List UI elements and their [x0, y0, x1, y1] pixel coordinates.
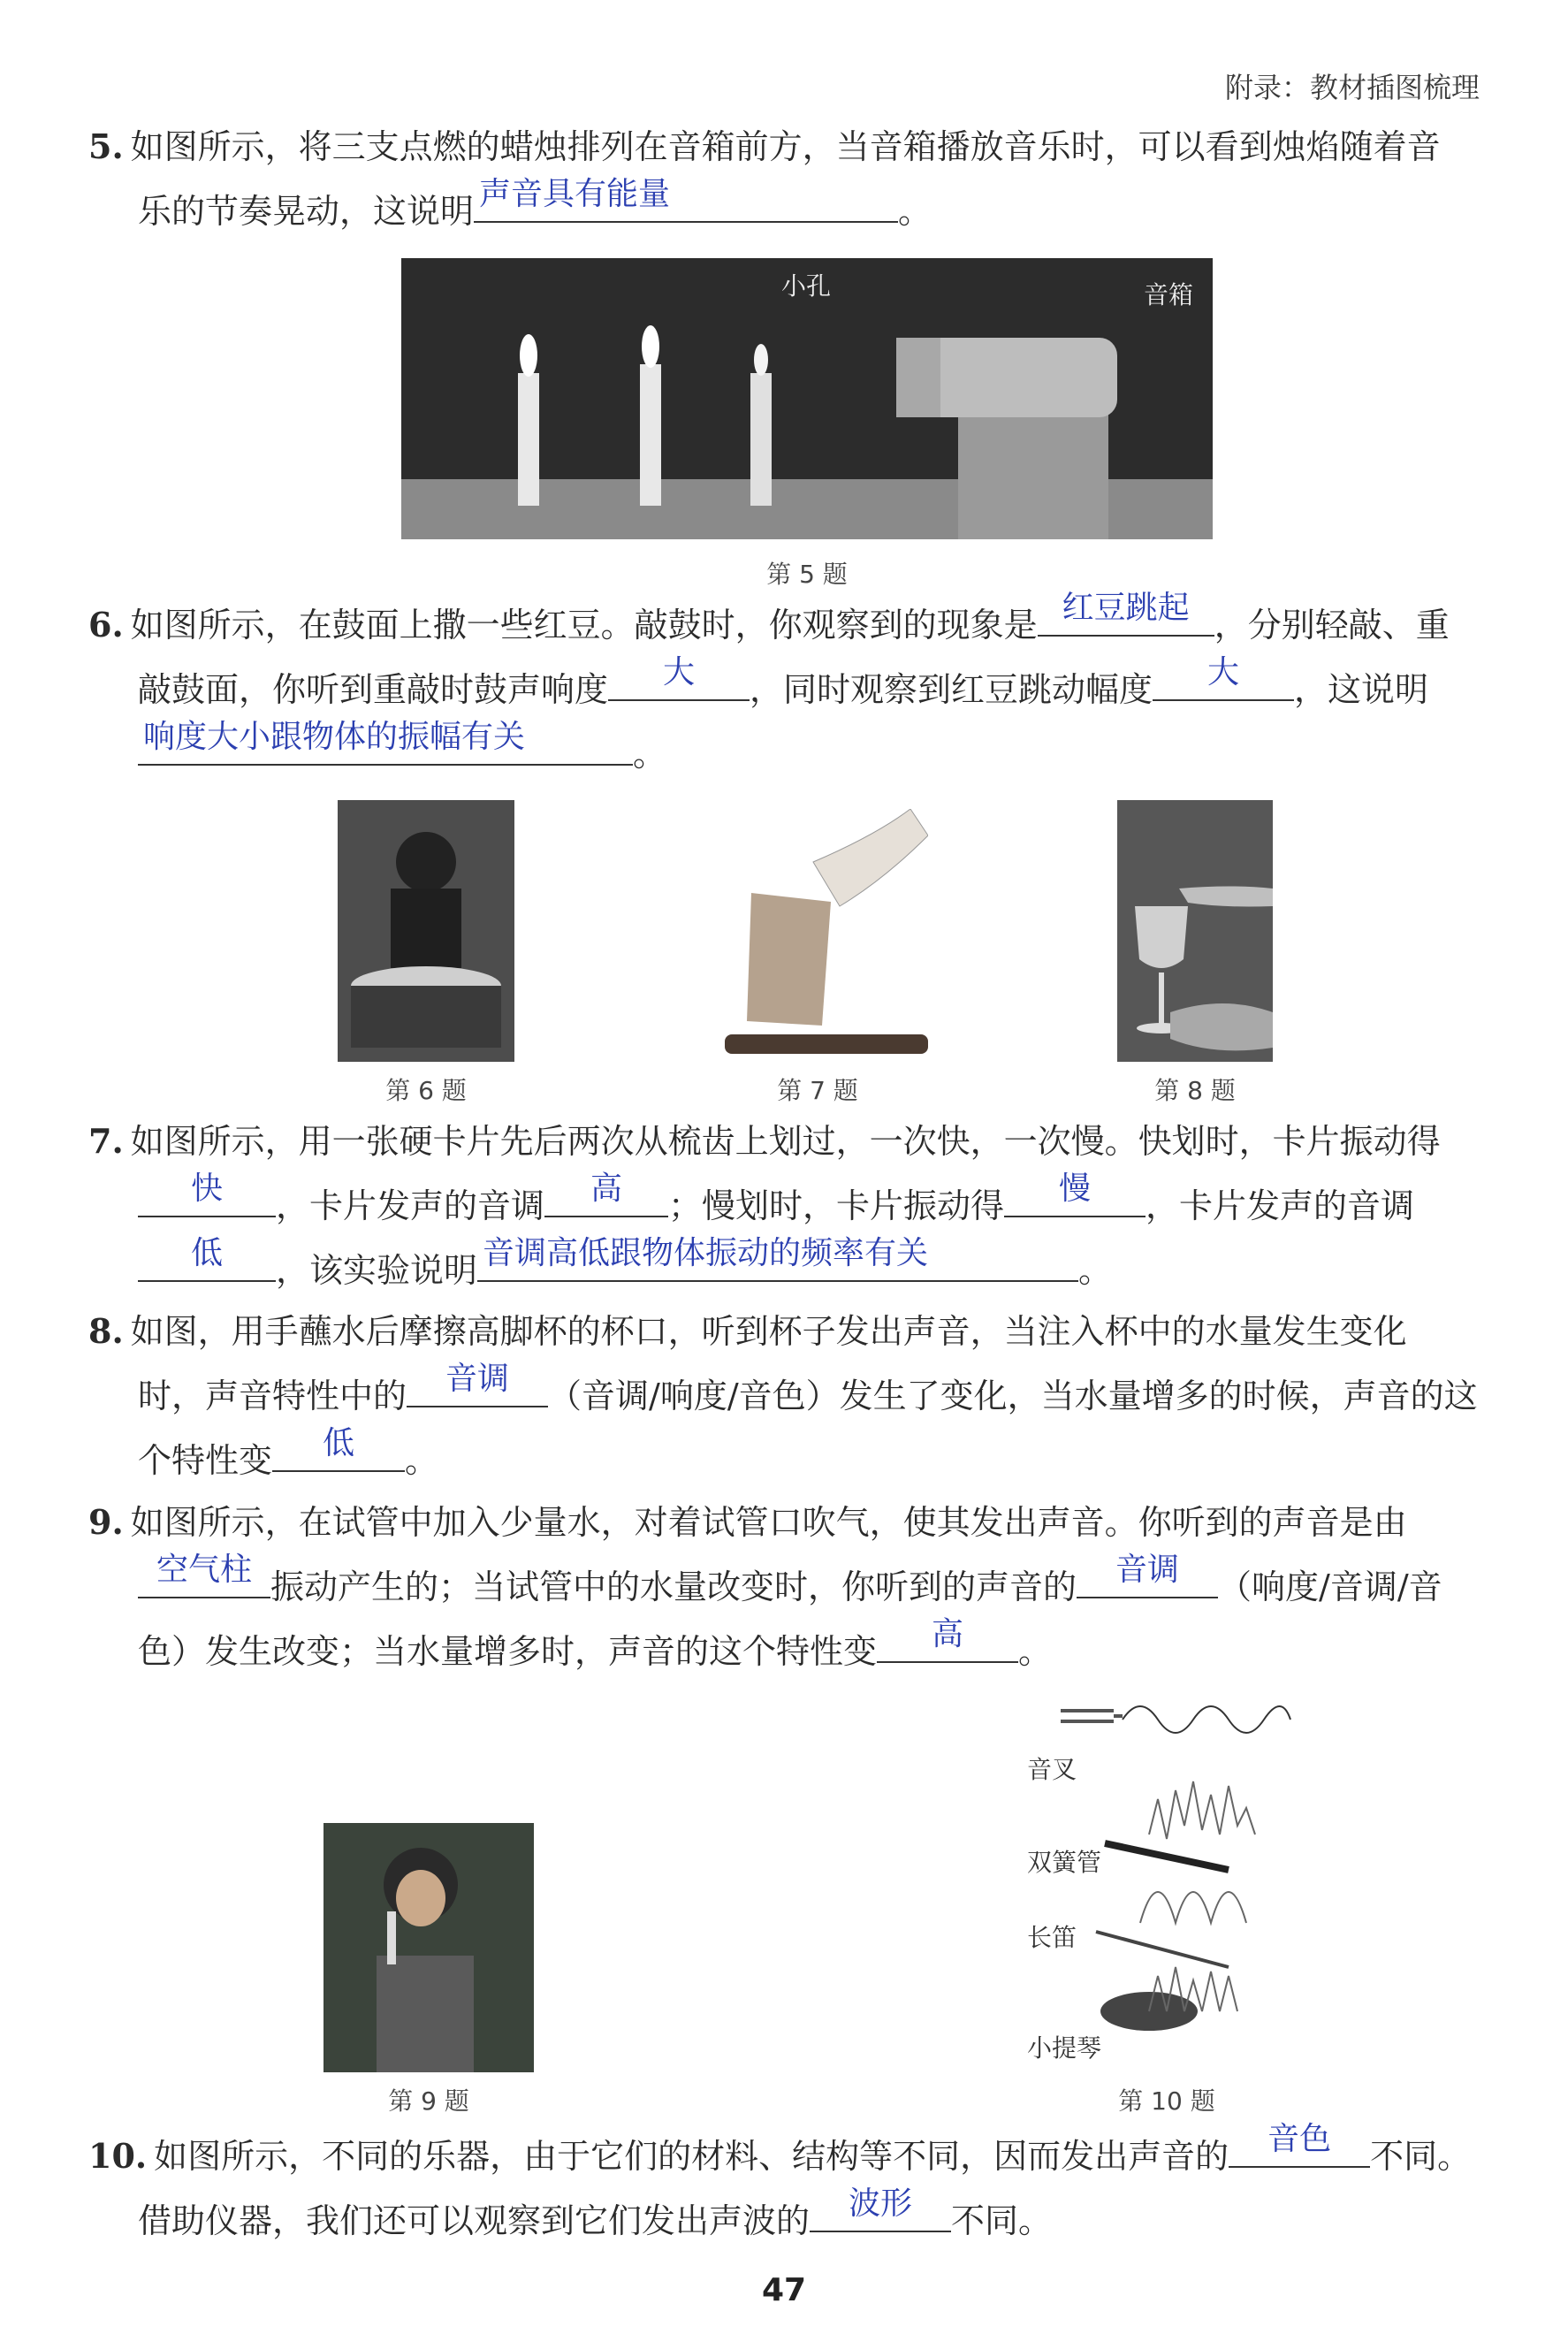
question-text: 敲鼓面，你听到重敲时鼓声响度 [138, 670, 609, 709]
label-violin: 小提琴 [1027, 2033, 1102, 2063]
wine-glass-illustration [1117, 800, 1273, 1062]
question-number: 6. [88, 605, 124, 645]
label-hole: 小孔 [781, 271, 832, 301]
question-text: （响度/音调/音 [1218, 1567, 1442, 1606]
figure-girl-test-tube [323, 1823, 534, 2072]
handwritten-answer: 高 [590, 1171, 623, 1207]
handwritten-answer: 大 [1207, 654, 1240, 690]
handwritten-answer: 音调 [445, 1361, 510, 1397]
answer-blank[interactable] [608, 654, 750, 701]
question-text: ，卡片发声的音调 [276, 1186, 545, 1225]
answer-blank[interactable] [477, 1235, 1078, 1282]
question-text: ，卡片发声的音调 [1146, 1186, 1415, 1225]
question-text: 如图所示，用一张硬卡片先后两次从梳齿上划过，一次快，一次慢。快划时，卡片振动得 [130, 1122, 1441, 1161]
answer-blank[interactable] [1077, 1554, 1218, 1598]
answer-blank[interactable] [810, 2185, 951, 2232]
question-7 [88, 1110, 1485, 1302]
question-5 [88, 115, 1485, 243]
figure-caption: 第 10 题 [1118, 2086, 1215, 2116]
answer-blank[interactable] [1153, 654, 1294, 701]
answer-blank[interactable] [138, 1235, 276, 1282]
handwritten-answer: 音调高低跟物体振动的频率有关 [483, 1235, 929, 1271]
punctuation: 。 [898, 192, 932, 231]
question-text: ，分别轻敲、重 [1214, 606, 1450, 645]
answer-blank[interactable] [272, 1425, 405, 1472]
answer-blank[interactable] [138, 1554, 270, 1598]
figure-candles-speaker [401, 258, 1213, 539]
answer-blank[interactable] [474, 176, 898, 223]
label-flute: 长笛 [1027, 1923, 1077, 1952]
handwritten-answer: 响度大小跟物体的振幅有关 [143, 719, 526, 755]
question-text: 如图所示，将三支点燃的蜡烛排列在音箱前方，当音箱播放音乐时，可以看到烛焰随着音 [130, 127, 1441, 166]
handwritten-answer: 低 [190, 1235, 223, 1271]
drum-illustration [338, 800, 514, 1062]
handwritten-answer: 声音具有能量 [479, 176, 671, 212]
question-text: 色）发生改变；当水量增多时，声音的这个特性变 [138, 1632, 878, 1671]
figure-wine-glass [1117, 800, 1273, 1062]
handwritten-answer: 空气柱 [156, 1552, 252, 1588]
question-number: 8. [88, 1311, 124, 1351]
question-6 [88, 592, 1485, 786]
handwritten-answer: 快 [190, 1171, 223, 1207]
handwritten-answer: 音调 [1115, 1552, 1180, 1588]
page-number: 47 [761, 2272, 807, 2308]
question-text: 如图所示，在试管中加入少量水，对着试管口吹气，使其发出声音。你听到的声音是由 [130, 1503, 1407, 1542]
question-text: 如图所示，在鼓面上撒一些红豆。敲鼓时，你观察到的现象是 [130, 606, 1038, 645]
question-number: 9. [88, 1502, 124, 1542]
answer-blank[interactable] [1038, 592, 1214, 637]
punctuation: 。 [405, 1441, 439, 1480]
punctuation: 。 [1078, 1251, 1113, 1290]
question-text: 个特性变 [138, 1441, 273, 1480]
question-text: （音调/响度/音色）发生了变化，当水量增多的时候，声音的这 [548, 1377, 1478, 1415]
question-text: 时，声音特性中的 [138, 1377, 407, 1415]
answer-blank[interactable] [138, 1173, 276, 1217]
figure-caption: 第 5 题 [766, 560, 848, 589]
answer-blank[interactable] [1229, 2121, 1370, 2168]
label-tuning-fork: 音叉 [1027, 1755, 1077, 1784]
handwritten-answer: 大 [663, 654, 696, 690]
figure-card-comb [698, 809, 928, 1056]
answer-blank[interactable] [138, 721, 633, 766]
answer-blank[interactable] [407, 1363, 548, 1407]
question-number: 10. [88, 2136, 148, 2176]
handwritten-answer: 高 [932, 1616, 964, 1652]
question-text: ，这说明 [1294, 670, 1429, 709]
punctuation: 。 [633, 735, 667, 774]
page-header: 附录：教材插图梳理 [1224, 71, 1480, 104]
question-text: 如图所示，不同的乐器，由于它们的材料、结构等不同，因而发出声音的 [154, 2137, 1229, 2176]
question-9 [88, 1491, 1485, 1683]
figure-caption: 第 7 题 [777, 1076, 858, 1105]
question-text: 借助仪器，我们还可以观察到它们发出声波的 [138, 2201, 811, 2240]
card-comb-illustration [698, 809, 928, 1056]
answer-blank[interactable] [1004, 1173, 1146, 1217]
question-text: ；慢划时，卡片振动得 [668, 1186, 1005, 1225]
question-text: 如图，用手蘸水后摩擦高脚杯的杯口，听到杯子发出声音，当注入杯中的水量发生变化 [130, 1312, 1407, 1351]
question-text: ，同时观察到红豆跳动幅度 [750, 670, 1153, 709]
question-text: 不同。 [951, 2201, 1053, 2240]
question-text: 乐的节奏晃动，这说明 [138, 192, 475, 231]
answer-blank[interactable] [877, 1616, 1018, 1663]
figure-caption: 第 6 题 [385, 1076, 467, 1105]
figure-caption: 第 9 题 [388, 2086, 469, 2116]
handwritten-answer: 慢 [1059, 1171, 1092, 1207]
answer-blank[interactable] [544, 1173, 668, 1217]
question-number: 7. [88, 1121, 124, 1161]
girl-illustration [323, 1823, 534, 2072]
figure-drum [338, 800, 514, 1062]
question-text: 振动产生的；当试管中的水量改变时，你听到的声音的 [270, 1567, 1077, 1606]
label-speaker: 音箱 [1144, 280, 1194, 309]
question-text: 不同。 [1370, 2137, 1472, 2176]
handwritten-answer: 低 [323, 1425, 355, 1461]
punctuation: 。 [1018, 1632, 1053, 1671]
figure-instrument-waveforms [1025, 1684, 1308, 2064]
question-10 [88, 2121, 1485, 2253]
figure-caption: 第 8 题 [1154, 1076, 1236, 1105]
handwritten-answer: 波形 [849, 2185, 913, 2222]
question-8 [88, 1300, 1485, 1492]
label-oboe: 双簧管 [1027, 1848, 1102, 1877]
question-number: 5. [88, 126, 124, 166]
handwritten-answer: 红豆跳起 [1062, 590, 1190, 626]
handwritten-answer: 音色 [1267, 2121, 1332, 2157]
question-text: ，该实验说明 [276, 1251, 478, 1290]
